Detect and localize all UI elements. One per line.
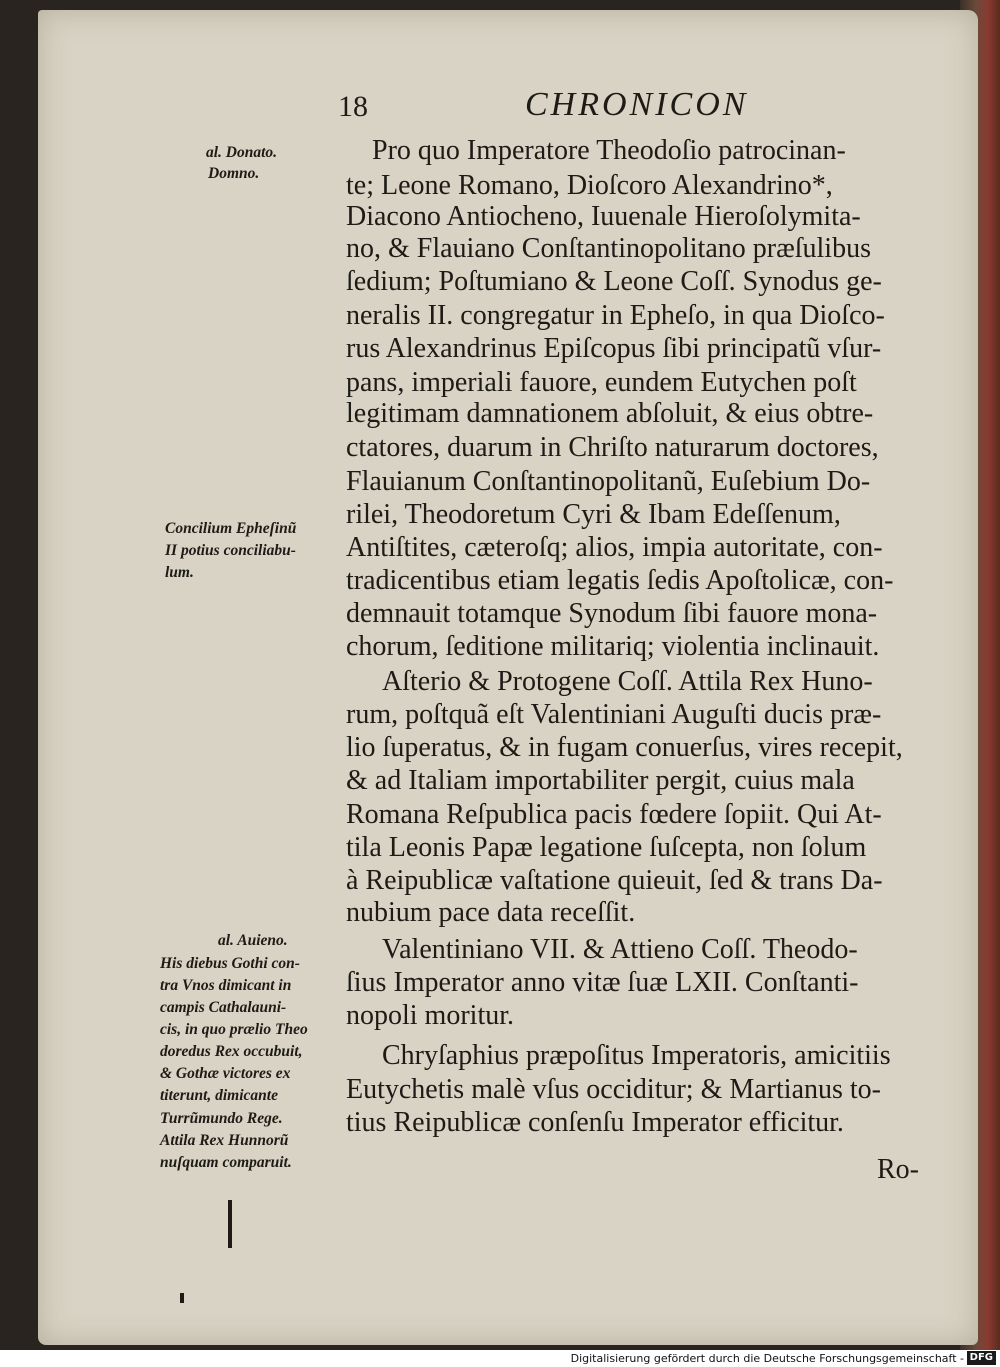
body-line: Diacono Antiocheno, Iuuenale Hieroſolymita- [346,201,861,232]
body-line: Aſterio & Protogene Coſſ. Attila Rex Huno- [382,666,873,697]
body-line: & ad Italiam importabiliter pergit, cuius mala [346,765,855,796]
margin-note-line: & Gothæ victores ex [160,1065,291,1082]
body-line: ſius Imperator anno vitæ ſuæ LXII. Conſtanti- [346,967,859,998]
body-line: à Reipublicæ vaſtatione quieuit, ſed & trans Da- [346,865,883,896]
body-line: Eutychetis malè vſus occiditur; & Martianus to- [346,1074,881,1105]
margin-note-line: tra Vnos dimicant in [160,977,292,994]
margin-note-line: titerunt, dimicante [160,1087,278,1104]
body-line: Flauianum Conſtantinopolitanũ, Euſebium Do- [346,466,871,497]
margin-note-line: al. Donato. [206,144,278,161]
margin-note-line: campis Cathalauni- [160,999,287,1016]
margin-note-line: al. Auieno. [218,932,288,949]
body-line: legitimam damnationem abſoluit, & eius obtre- [346,398,874,429]
body-line: rilei, Theodoretum Cyri & Ibam Edeſſenum, [346,499,841,530]
margin-note-line: II potius conciliabu- [165,542,296,559]
margin-note-line: Attila Rex Hunnorũ [160,1132,289,1149]
margin-note-line: Turrũmundo Rege. [160,1110,283,1127]
dfg-logo-icon: DFG [967,1351,996,1365]
footer-credit: Digitalisierung gefördert durch die Deutsche Forschungsgemeinschaft - [570,1352,964,1365]
body-line: lio ſuperatus, & in fugam conuerſus, vires recepit, [346,732,903,763]
body-line: Valentiniano VII. & Attieno Coſſ. Theodo- [382,934,858,965]
body-line: te; Leone Romano, Dioſcoro Alexandrino*, [346,170,833,201]
body-line: Chryſaphius præpoſitus Imperatoris, amicitiis [382,1040,891,1071]
body-line: rum, poſtquã eſt Valentiniani Auguſti ducis præ- [346,699,882,730]
margin-note-line: His diebus Gothi con- [160,955,300,972]
body-line: demnauit totamque Synodum ſibi fauore mona- [346,598,878,629]
body-line: Pro quo Imperatore Theodoſio patrocinan- [372,135,846,166]
body-line: Romana Reſpublica pacis fœdere ſopiit. Qui At- [346,799,882,830]
body-line: no, & Flauiano Conſtantinopolitano præſulibus [346,233,871,264]
ink-mark [228,1200,232,1248]
margin-note-line: lum. [165,564,194,581]
body-line: ſedium; Poſtumiano & Leone Coſſ. Synodus ge- [346,266,882,297]
margin-note-line: cis, in quo prælio Theo [160,1021,308,1038]
margin-note-line: Concilium Epheſinũ [165,520,297,537]
margin-note-line: nuſquam comparuit. [160,1154,292,1171]
body-line: chorum, ſeditione militariq; violentia inclinauit. [346,631,880,662]
running-title: CHRONICON [525,86,749,123]
body-line: ctatores, duarum in Chriſto naturarum doctores, [346,432,879,463]
body-line: rus Alexandrinus Epiſcopus ſibi principatũ vſur- [346,333,882,364]
body-line: tradicentibus etiam legatis ſedis Apoſtolicæ, con- [346,565,894,596]
margin-note-line: Domno. [208,165,260,182]
body-line: pans, imperiali fauore, eundem Eutychen poſt [346,367,857,398]
catchword: Ro- [877,1154,919,1185]
body-line: nubium pace data receſſit. [346,897,636,928]
body-line: tila Leonis Papæ legatione ſuſcepta, non ſolum [346,832,867,863]
page-number: 18 [338,90,368,123]
body-line: neralis II. congregatur in Epheſo, in qua Dioſco- [346,300,885,331]
body-line: tius Reipublicæ conſenſu Imperator efficitur. [346,1107,844,1138]
margin-note-line: doredus Rex occubuit, [160,1043,303,1060]
body-line: nopoli moritur. [346,1000,514,1031]
ink-dot [180,1293,184,1303]
body-line: Antiſtites, cæteroſq; alios, impia autoritate, con- [346,532,883,563]
